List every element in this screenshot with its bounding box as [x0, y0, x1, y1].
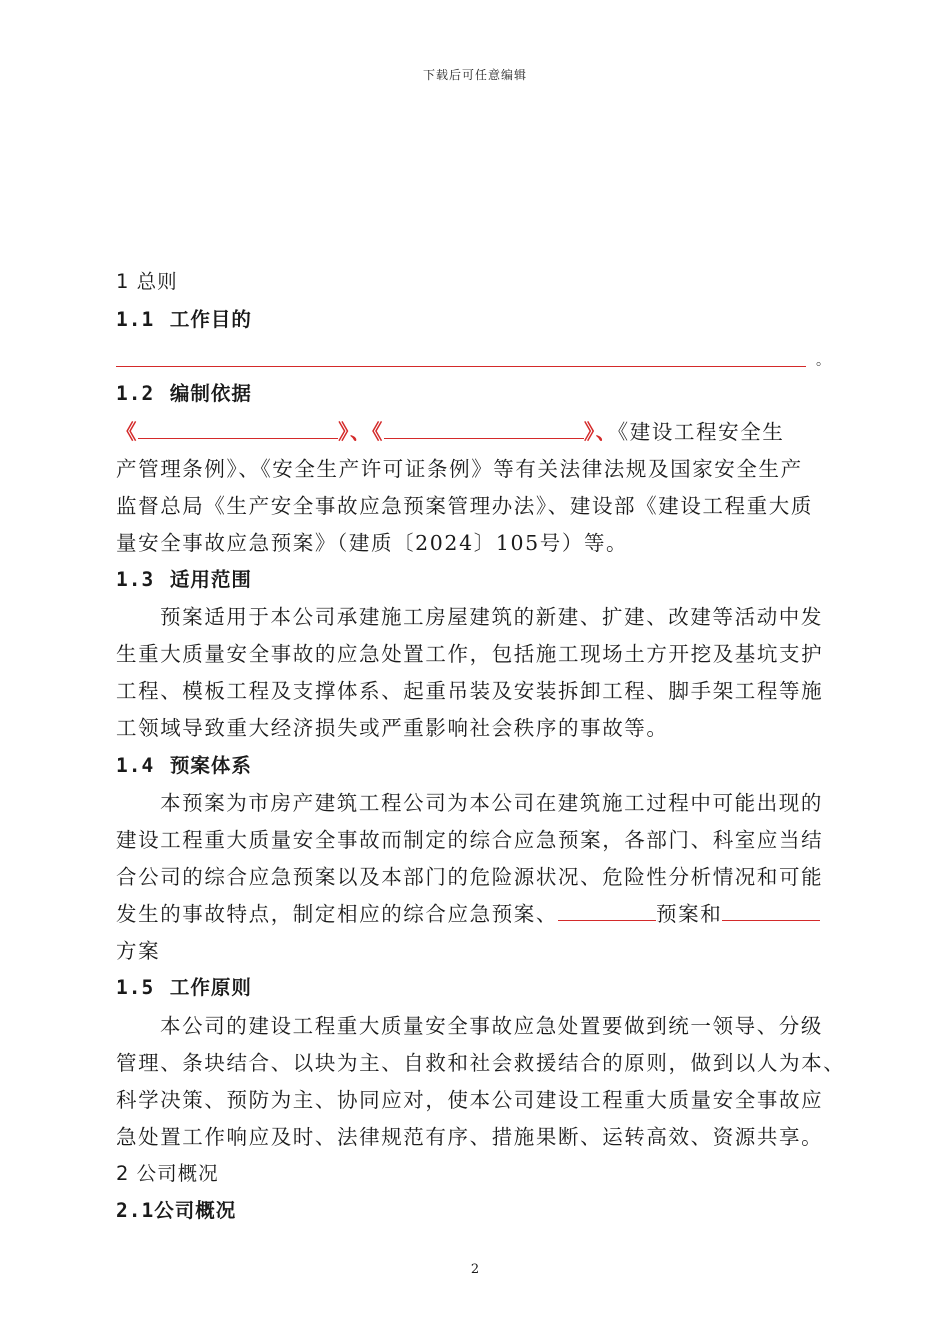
section-number: 1.4	[116, 754, 155, 777]
section-number: 1.1	[116, 308, 155, 331]
section-title: 适用范围	[169, 568, 252, 591]
section-number: 1.3	[116, 568, 155, 591]
section-1-3-heading	[116, 568, 252, 592]
section-2-1-heading	[116, 1199, 236, 1223]
section-1-heading: 1 总则	[116, 270, 178, 293]
section-1-5-heading	[116, 976, 252, 1000]
law-name-blank	[384, 420, 584, 439]
page-header-note: 下载后可任意编辑	[422, 68, 527, 82]
basis-line-3: 监督总局《生产安全事故应急预案管理办法》、建设部《建设工程重大质	[116, 494, 813, 518]
section-number: 1.2	[116, 382, 155, 405]
section-1-1-heading	[116, 308, 252, 332]
principle-line-2: 管理、条块结合、以块为主、自救和社会救援结合的原则，做到以人为本、	[116, 1051, 846, 1075]
section-title: 公司概况	[154, 1199, 237, 1222]
scope-line-2: 生重大质量安全事故的应急处置工作，包括施工现场土方开挖及基坑支护	[116, 642, 824, 666]
section-title: 工作原则	[169, 976, 252, 999]
purpose-blank-line	[116, 366, 806, 367]
bracket-open: 《	[116, 420, 139, 444]
scope-line-3: 工程、模板工程及支撑体系、起重吊装及安装拆卸工程、脚手架工程等施	[116, 679, 824, 703]
plan-type-blank	[558, 902, 656, 921]
basis-text: 《建设工程安全生	[617, 420, 785, 444]
basis-line-1	[116, 420, 784, 444]
principle-line-4: 急处置工作响应及时、法律规范有序、措施果断、运转高效、资源共享。	[116, 1125, 824, 1149]
system-text: 预案和	[656, 902, 723, 926]
basis-line-2: 产管理条例》、《安全生产许可证条例》等有关法律法规及国家安全生产	[116, 457, 803, 481]
system-line-1: 本预案为市房产建筑工程公司为本公司在建筑施工过程中可能出现的	[160, 791, 823, 815]
section-title: 预案体系	[169, 754, 252, 777]
section-title: 工作目的	[169, 308, 252, 331]
system-line-4	[116, 902, 820, 926]
bracket-open: 《	[372, 420, 384, 444]
scope-line-4: 工领域导致重大经济损失或严重影响社会秩序的事故等。	[116, 716, 669, 740]
system-text: 发生的事故特点，制定相应的综合应急预案、	[116, 902, 558, 926]
section-1-4-heading	[116, 754, 252, 778]
section-2-heading: 2 公司概况	[116, 1162, 219, 1185]
principle-line-1: 本公司的建设工程重大质量安全事故应急处置要做到统一领导、分级	[160, 1014, 823, 1038]
system-line-5: 方案	[116, 939, 161, 963]
system-line-2: 建设工程重大质量安全事故而制定的综合应急预案，各部门、科室应当结	[116, 828, 824, 852]
bracket-close: 》、	[338, 420, 373, 444]
purpose-period: 。	[816, 353, 830, 369]
bracket-close: 》	[583, 420, 596, 444]
principle-line-3: 科学决策、预防为主、协同应对，使本公司建设工程重大质量安全事故应	[116, 1088, 824, 1112]
page-number: 2	[470, 1262, 480, 1277]
scope-line-1: 预案适用于本公司承建施工房屋建筑的新建、扩建、改建等活动中发	[160, 605, 823, 629]
section-number: 1.5	[116, 976, 155, 999]
plan-type-blank	[722, 902, 820, 921]
section-number: 2.1	[116, 1199, 155, 1222]
system-line-3: 合公司的综合应急预案以及本部门的危险源状况、危险性分析情况和可能	[116, 865, 824, 889]
basis-line-4: 量安全事故应急预案》（建质〔2024〕105号）等。	[116, 531, 629, 555]
section-1-2-heading	[116, 382, 252, 406]
separator: 、	[595, 420, 618, 444]
section-title: 编制依据	[169, 382, 252, 405]
law-name-blank	[138, 420, 338, 439]
